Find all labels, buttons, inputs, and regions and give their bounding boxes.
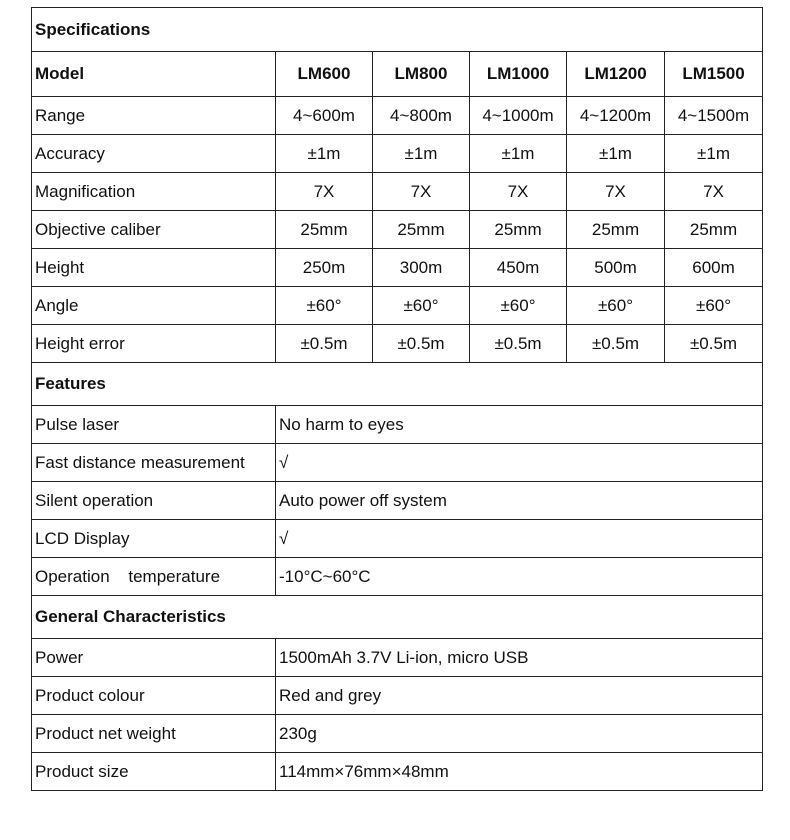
general-row-colour (32, 677, 763, 715)
spec-value: 25mm (567, 211, 665, 249)
section-title: Specifications (32, 8, 763, 52)
spec-label: Height (32, 249, 276, 287)
spec-value: ±1m (567, 135, 665, 173)
feature-row-operation-temperature (32, 558, 763, 596)
spec-value: 25mm (276, 211, 373, 249)
spec-value: 4~800m (373, 97, 470, 135)
spec-label: Angle (32, 287, 276, 325)
model-name: LM800 (373, 52, 470, 97)
spec-value: 4~1500m (665, 97, 763, 135)
feature-label: Operation temperature (32, 558, 276, 596)
feature-label: Fast distance measurement (32, 444, 276, 482)
spec-label: Height error (32, 325, 276, 363)
spec-value: 500m (567, 249, 665, 287)
spec-value: ±60° (373, 287, 470, 325)
section-title: Features (32, 363, 763, 406)
spec-value: 7X (276, 173, 373, 211)
spec-value: 600m (665, 249, 763, 287)
feature-value: √ (276, 444, 763, 482)
general-row-net-weight (32, 715, 763, 753)
spec-label: Accuracy (32, 135, 276, 173)
spec-value: 25mm (470, 211, 567, 249)
spec-row-magnification (32, 173, 763, 211)
general-row-size (32, 753, 763, 791)
spec-value: 450m (470, 249, 567, 287)
spec-value: 7X (567, 173, 665, 211)
spec-label: Range (32, 97, 276, 135)
spec-row-accuracy (32, 135, 763, 173)
general-value: Red and grey (276, 677, 763, 715)
spec-value: ±1m (373, 135, 470, 173)
spec-value: 7X (373, 173, 470, 211)
general-row-power (32, 639, 763, 677)
spec-value: 25mm (665, 211, 763, 249)
feature-value: √ (276, 520, 763, 558)
feature-label: Silent operation (32, 482, 276, 520)
feature-label: Pulse laser (32, 406, 276, 444)
general-value: 1500mAh 3.7V Li-ion, micro USB (276, 639, 763, 677)
spec-value: 7X (470, 173, 567, 211)
model-name: LM600 (276, 52, 373, 97)
general-label: Power (32, 639, 276, 677)
general-value: 114mm×76mm×48mm (276, 753, 763, 791)
spec-value: 250m (276, 249, 373, 287)
spec-value: ±1m (665, 135, 763, 173)
feature-value: Auto power off system (276, 482, 763, 520)
feature-value: -10°C~60°C (276, 558, 763, 596)
spec-value: 25mm (373, 211, 470, 249)
spec-value: ±60° (567, 287, 665, 325)
section-header-features (32, 363, 763, 406)
general-label: Product size (32, 753, 276, 791)
feature-label: LCD Display (32, 520, 276, 558)
spec-value: ±1m (470, 135, 567, 173)
model-name: LM1500 (665, 52, 763, 97)
spec-value: 4~1200m (567, 97, 665, 135)
spec-value: ±0.5m (567, 325, 665, 363)
spec-row-range (32, 97, 763, 135)
section-title: General Characteristics (32, 596, 763, 639)
spec-row-height (32, 249, 763, 287)
feature-row-lcd-display (32, 520, 763, 558)
spec-value: ±1m (276, 135, 373, 173)
section-header-general (32, 596, 763, 639)
feature-value: No harm to eyes (276, 406, 763, 444)
spec-row-angle (32, 287, 763, 325)
model-name: LM1200 (567, 52, 665, 97)
spec-label: Magnification (32, 173, 276, 211)
general-value: 230g (276, 715, 763, 753)
model-label: Model (32, 52, 276, 97)
spec-value: ±60° (276, 287, 373, 325)
spec-value: ±60° (470, 287, 567, 325)
feature-row-silent-operation (32, 482, 763, 520)
model-header-row (32, 52, 763, 97)
specifications-table (31, 7, 763, 791)
feature-row-pulse-laser (32, 406, 763, 444)
general-label: Product colour (32, 677, 276, 715)
spec-value: ±0.5m (470, 325, 567, 363)
spec-value: ±0.5m (276, 325, 373, 363)
spec-row-objective-caliber (32, 211, 763, 249)
spec-value: ±0.5m (373, 325, 470, 363)
spec-value: ±60° (665, 287, 763, 325)
general-label: Product net weight (32, 715, 276, 753)
spec-value: 7X (665, 173, 763, 211)
feature-row-fast-distance (32, 444, 763, 482)
spec-value: ±0.5m (665, 325, 763, 363)
section-header-specifications (32, 8, 763, 52)
spec-value: 4~1000m (470, 97, 567, 135)
spec-value: 4~600m (276, 97, 373, 135)
spec-value: 300m (373, 249, 470, 287)
model-name: LM1000 (470, 52, 567, 97)
spec-label: Objective caliber (32, 211, 276, 249)
spec-row-height-error (32, 325, 763, 363)
